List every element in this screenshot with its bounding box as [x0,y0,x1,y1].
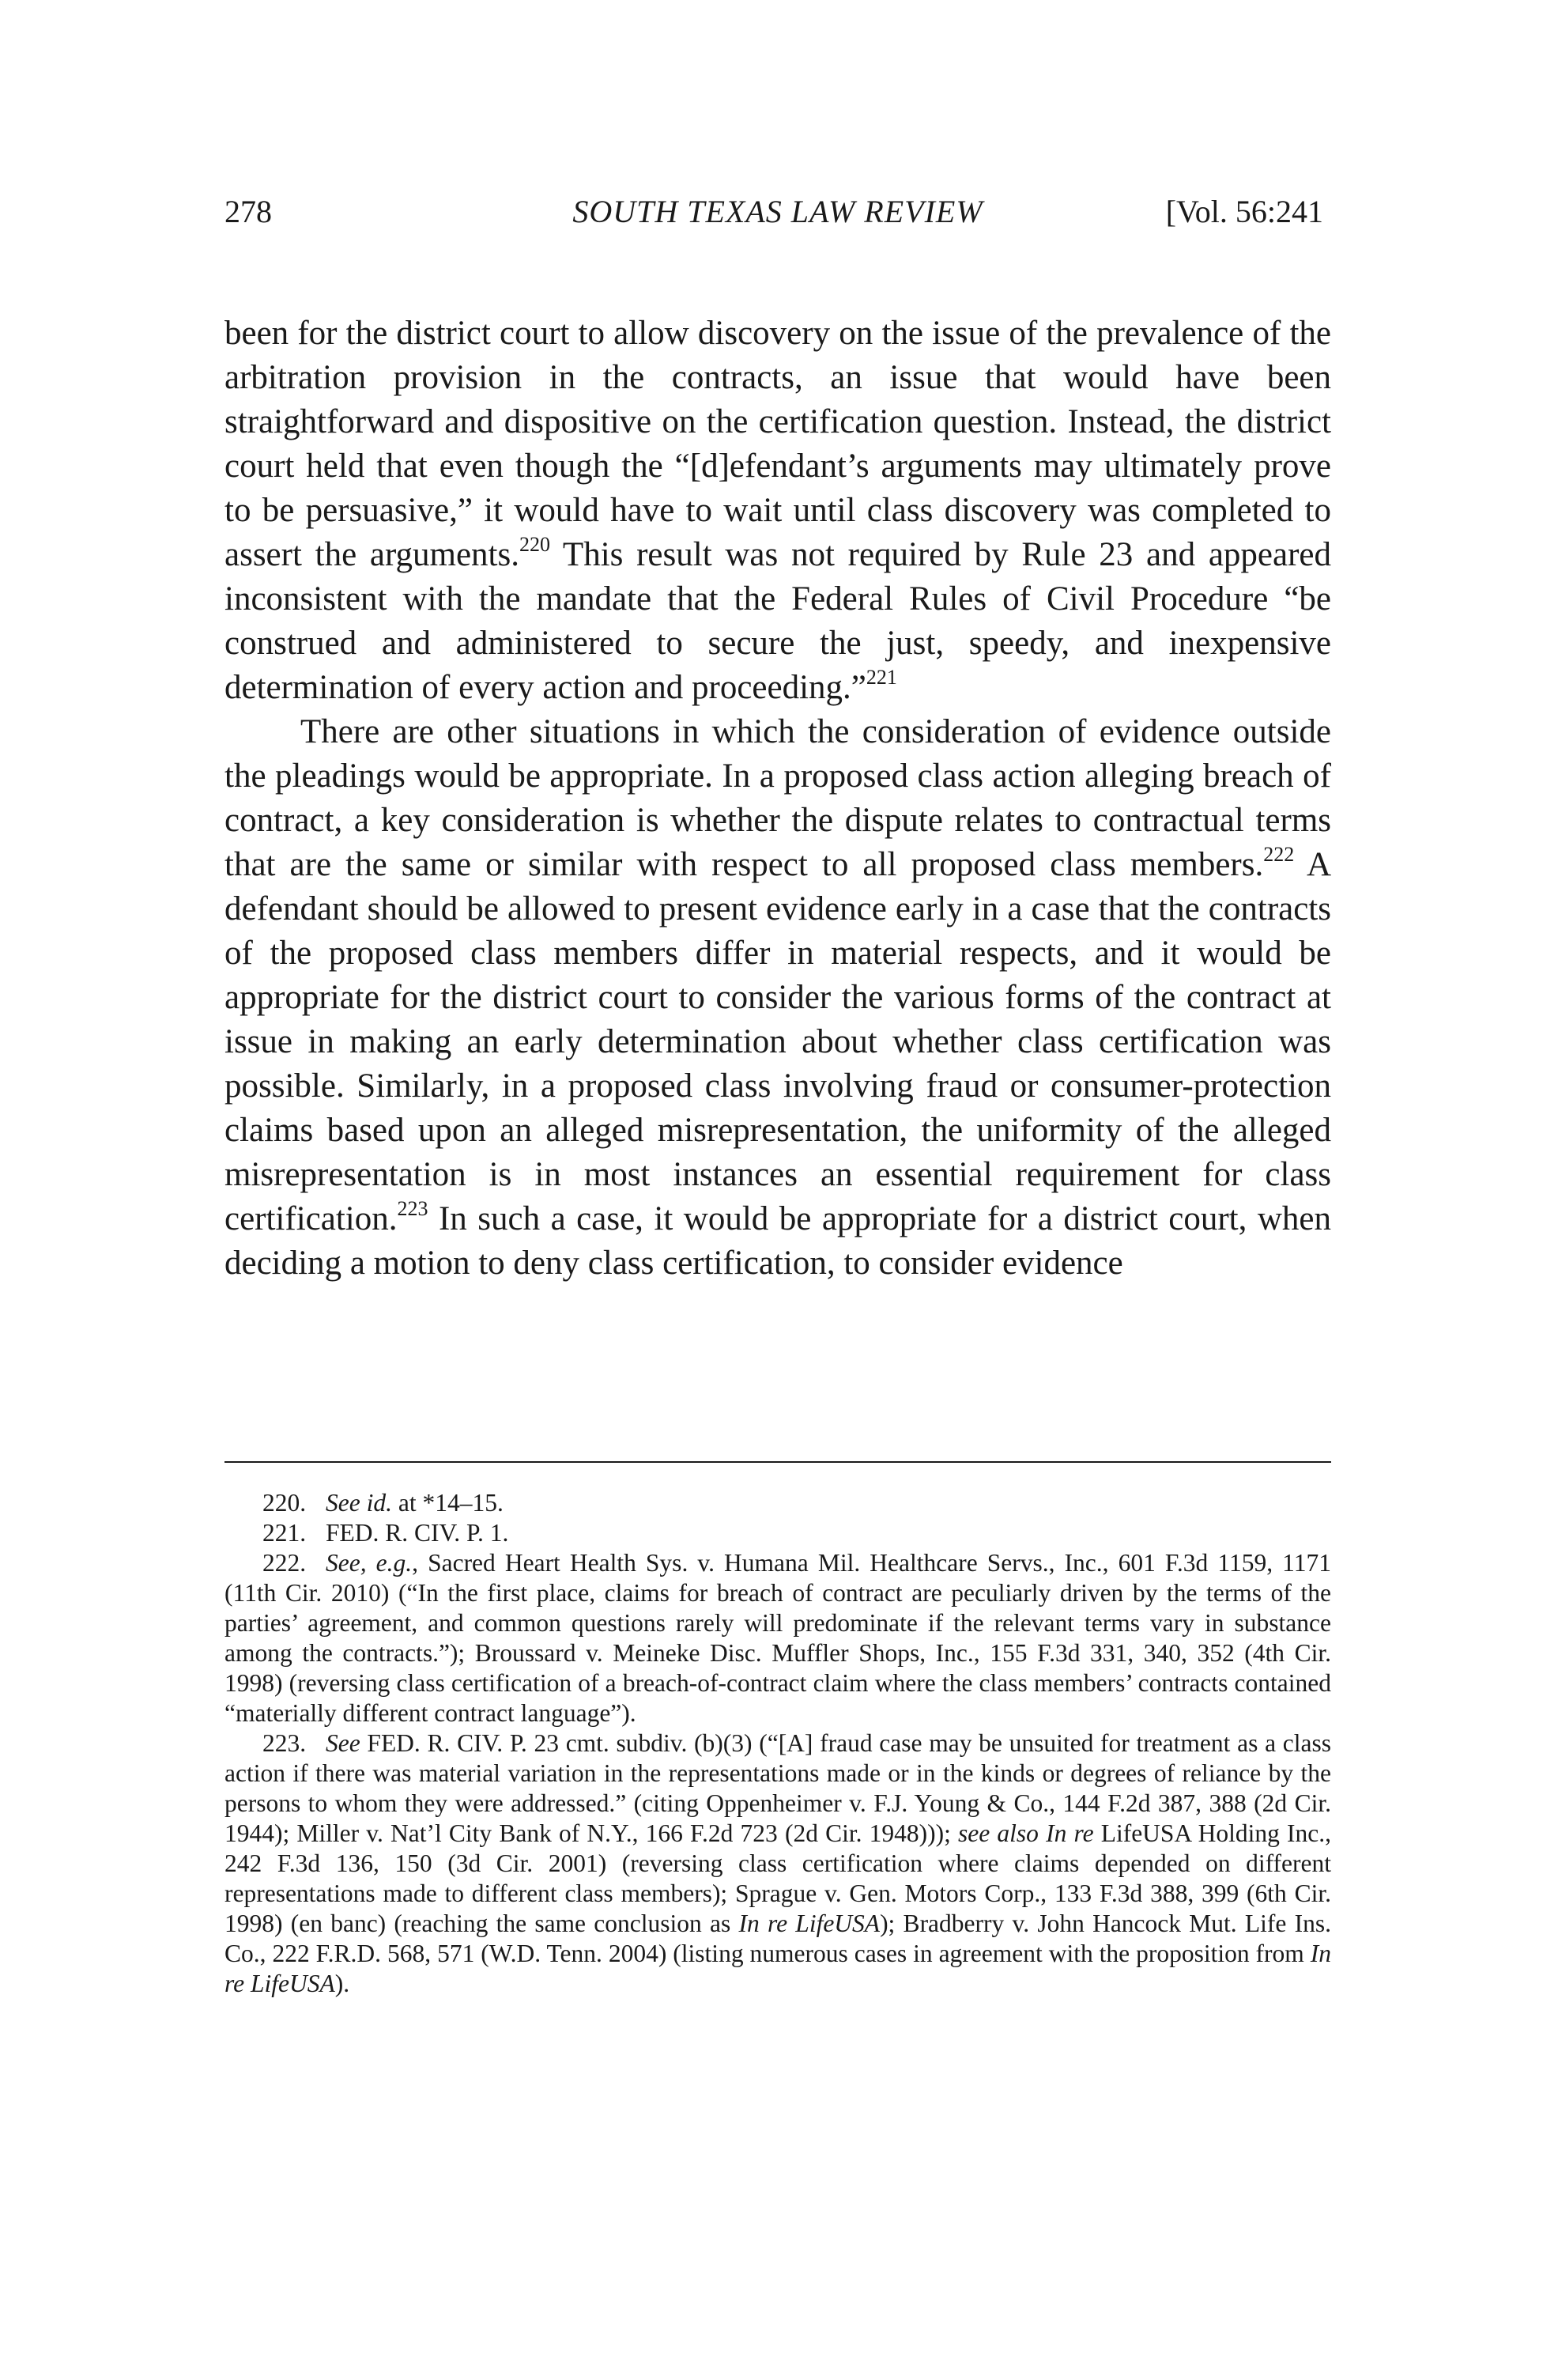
footnote-text-a: FED. R. CIV. P. 23 cmt. subdiv. (b)(3) (“[A] fraud case may be unsuited for treatment as a class action if there was material variation in the representations made or in the kinds or degrees of reliance by the persons to whom they were addressed.” (citing Oppenheimer v. F.J. Young & Co., 144 F.2d 387, 388 (2d Cir. 1944); Miller v. Nat’l City Bank of N.Y., 166 F.2d 723 (2d Cir. 1948))); [224,1729,1331,1847]
paragraph-1-text-a: been for the district court to allow discovery on the issue of the prevalence of the arbitration provision in the contracts, an issue that would have been straightforward and dispositive on the certification question. Instead, the district court held that even though the “[d]efendant’s arguments may ultimately prove to be persuasive,” it would have to wait until class discovery was completed to assert the arguments. [224,315,1331,573]
footnote-ref-222: 222 [1263,843,1295,866]
footnote-see-also: see also In re [958,1819,1094,1847]
footnote-text: at *14–15. [391,1489,504,1517]
footnote-223 [224,1728,1331,1999]
footnote-ref-221: 221 [866,666,897,689]
footnote-number: 221. [262,1519,307,1547]
footnote-text-c: ); Bradberry v. John Hancock Mut. Life Ins. Co., 222 F.R.D. 568, 571 (W.D. Tenn. 2004) (listing numerous cases in agreement with the proposition from [224,1910,1331,1967]
footnote-text: FED. R. CIV. P. 1. [326,1519,509,1547]
running-header [224,188,1331,236]
page-number: 278 [224,194,272,229]
footnote-divider [224,1461,1331,1463]
paragraph-2-text-b: A defendant should be allowed to present evidence early in a case that the contracts of the proposed class members differ in material respects, and it would be appropriate for the district court to consider the various forms of the contract at issue in making an early determination about whether class certification was possible. Similarly, in a proposed class involving fraud or consumer-protection claims based upon an alleged misrepresentation, the uniformity of the alleged misrepresentation is in most instances an essential requirement for class certification. [224,846,1331,1237]
footnote-text: , Sacred Heart Health Sys. v. Humana Mil. Healthcare Servs., Inc., 601 F.3d 1159, 1171 (11th Cir. 2010) (“In the first place, claims for breach of contract are peculiarly driven by the terms of the parties’ agreement, and common questions rarely will predominate if the relevant terms vary in substance among the contracts.”); Broussard v. Meineke Disc. Muffler Shops, Inc., 155 F.3d 331, 340, 352 (4th Cir. 1998) (reversing class certification of a breach-of-contract claim where the class members’ contracts contained “materially different contract language”). [224,1549,1331,1727]
paragraph-2 [224,710,1331,1286]
paragraph-1-text-b: This result was not required by Rule 23 and appeared inconsistent with the mandate that the Federal Rules of Civil Procedure “be construed and administered to secure the just, speedy, and inexpensive determination of every action and proceeding.” [224,536,1331,706]
footnote-text-d: ). [334,1970,350,1997]
footnote-ref-223: 223 [397,1197,428,1220]
footnote-signal: See id. [326,1489,392,1517]
footnote-number: 220. [262,1489,307,1517]
footnote-ref-220: 220 [519,533,550,556]
footnote-case-name: In re LifeUSA [738,1910,881,1937]
footnote-case-name: In re LifeUSA [224,1940,1331,1997]
footnote-signal: See, e.g. [326,1549,413,1577]
footnote-220 [224,1488,1331,1518]
footnote-number: 223. [262,1729,307,1757]
footnote-221 [224,1518,1331,1548]
footnote-text-b: LifeUSA Holding Inc., 242 F.3d 136, 150 (3d Cir. 2001) (reversing class certification where claims depended on different representations made to different class members); Sprague v. Gen. Motors Corp., 133 F.3d 388, 399 (6th Cir. 1998) (en banc) (reaching the same conclusion as [224,1819,1332,1937]
footnotes [224,1488,1331,1999]
footnote-signal: See [326,1729,360,1757]
paragraph-1 [224,312,1331,710]
main-text [224,312,1331,1286]
footnote-number: 222. [262,1549,307,1577]
paragraph-2-text-a: There are other situations in which the consideration of evidence outside the pleadings would be appropriate. In a proposed class action alleging breach of contract, a key consideration is whether the dispute relates to contractual terms that are the same or similar with respect to all proposed class members. [224,713,1331,883]
journal-title: SOUTH TEXAS LAW REVIEW [572,194,983,229]
footnote-222 [224,1548,1331,1728]
paragraph-2-text-c: In such a case, it would be appropriate for a district court, when deciding a motion to deny class certification, to consider evidence [224,1200,1331,1282]
volume-citation: [Vol. 56:241 [1165,194,1323,229]
